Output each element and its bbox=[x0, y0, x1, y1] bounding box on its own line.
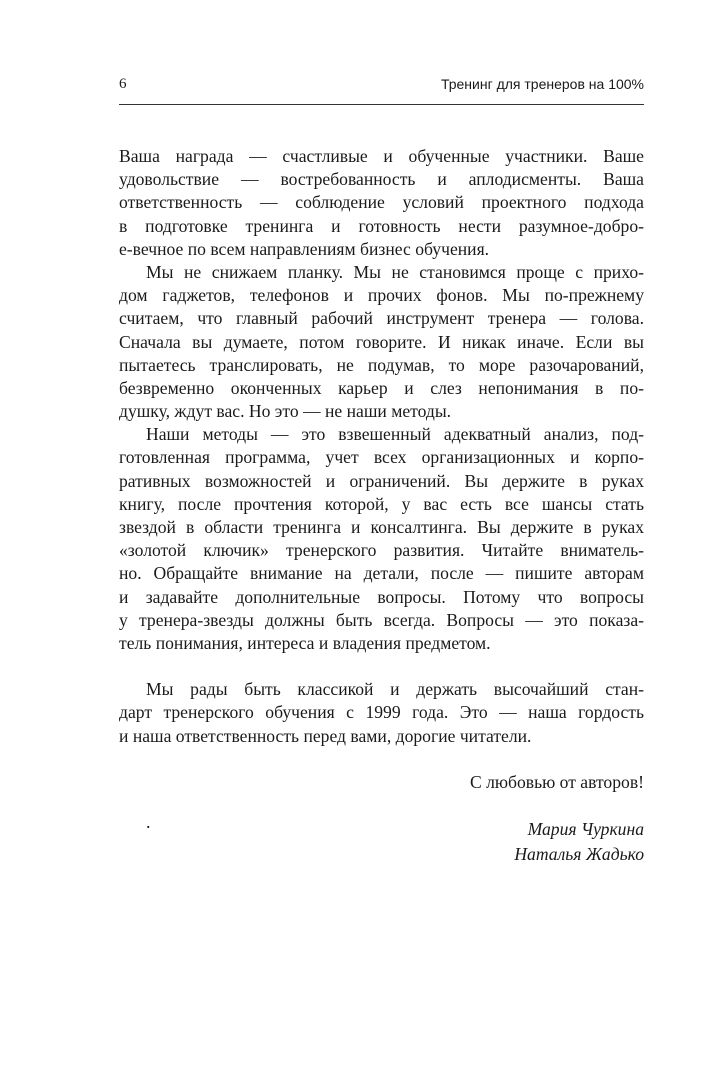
closing-line: С любовью от авторов! bbox=[469, 771, 644, 792]
page-header bbox=[119, 76, 644, 98]
page-body bbox=[119, 145, 644, 867]
text-line: дом гаджетов, телефонов и прочих фонов. Мы по-прежнему bbox=[119, 285, 644, 306]
running-title: Тренинг для тренеров на 100% bbox=[440, 76, 644, 92]
page-number: 6 bbox=[119, 76, 127, 92]
text-line: звездой в области тренинга и консалтинга. Вы держите в руках bbox=[119, 517, 644, 537]
paragraph bbox=[119, 423, 644, 655]
text-line: ративных возможностей и ограничений. Вы держите в руках bbox=[119, 470, 644, 491]
text-line: ответственность — соблюдение условий проектного подхода bbox=[119, 192, 644, 213]
text-line: Мы не снижаем планку. Мы не становимся проще с прихо- bbox=[146, 261, 644, 282]
text-line: и задавайте дополнительные вопросы. Потому что вопросы bbox=[119, 586, 644, 607]
text-line: дарт тренерского обучения с 1999 года. Это — наша гордость bbox=[119, 702, 644, 723]
paragraphs bbox=[119, 145, 644, 748]
signature-author-2: Наталья Жадько bbox=[514, 843, 644, 864]
text-line: в подготовке тренинга и готовность нести разумное-добро- bbox=[119, 215, 644, 236]
text-line: безвременно оконченных карьер и слез непонимания в по- bbox=[119, 377, 644, 398]
paragraph bbox=[119, 145, 644, 261]
text-line: душку, ждут вас. Но это — не наши методы. bbox=[119, 401, 452, 422]
text-line: удовольствие — востребованность и аплодисменты. Ваша bbox=[119, 169, 644, 190]
text-line: Мы рады быть классикой и держать высочайший стан- bbox=[146, 679, 644, 700]
text-line: считаем, что главный рабочий инструмент тренера — голова. bbox=[119, 308, 644, 329]
text-line: тель понимания, интереса и владения предметом. bbox=[119, 632, 491, 653]
signature-author-1: Мария Чуркина bbox=[527, 818, 644, 839]
text-line: книгу, после прочтения которой, у вас есть все шансы стать bbox=[119, 493, 644, 514]
text-line: Наши методы — это взвешенный адекватный анализ, под- bbox=[146, 424, 644, 445]
text-line: е-вечное по всем направлениям бизнес обучения. bbox=[119, 238, 490, 259]
paragraph bbox=[119, 261, 644, 423]
paragraph bbox=[119, 678, 644, 748]
text-line: готовленная программа, учет всех организационных и корпо- bbox=[119, 447, 644, 468]
text-line: Сначала вы думаете, потом говорите. И никак иначе. Если вы bbox=[119, 331, 644, 352]
text-line: пытаетесь транслировать, не подумав, то море разочарований, bbox=[119, 354, 644, 375]
text-line: и наша ответственность перед вами, дорогие читатели. bbox=[119, 725, 532, 746]
text-line: у тренера-звезды должны быть всегда. Вопросы — это показа- bbox=[119, 609, 644, 630]
text-line: но. Обращайте внимание на детали, после — пишите авторам bbox=[119, 563, 644, 584]
stray-mark: . bbox=[146, 812, 151, 832]
text-line: Ваша награда — счастливые и обученные участники. Ваше bbox=[119, 146, 644, 166]
spacer bbox=[119, 794, 644, 817]
spacer bbox=[119, 748, 644, 771]
paragraph-gap bbox=[119, 655, 644, 678]
text-line: «золотой ключик» тренерского развития. Читайте вниматель- bbox=[119, 540, 644, 561]
header-rule bbox=[119, 104, 644, 105]
